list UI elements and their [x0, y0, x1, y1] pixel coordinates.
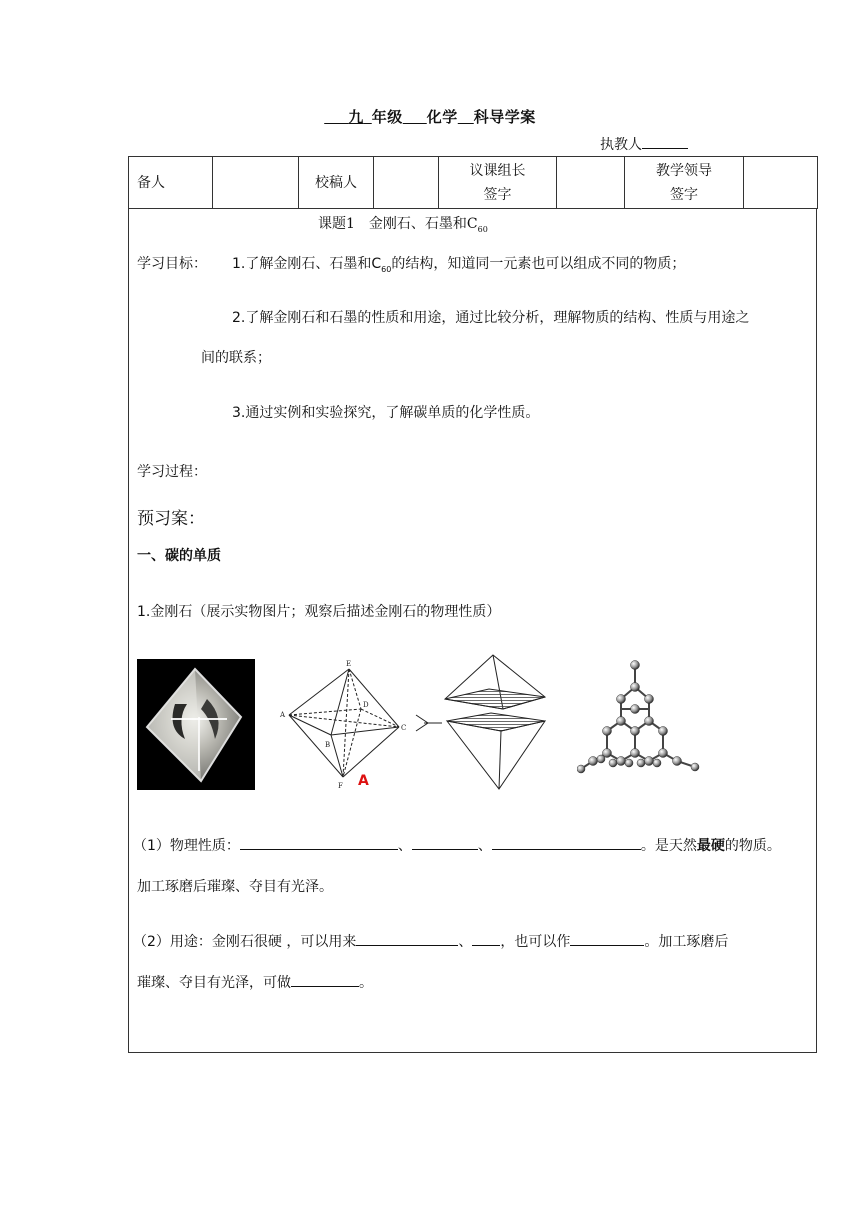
red-label-a: A	[358, 773, 369, 789]
label-e: E	[346, 660, 352, 668]
diamond-photo	[137, 659, 255, 790]
diamond-photo-icon	[137, 659, 255, 790]
label-c: C	[401, 724, 407, 732]
teacher-label: 执教人	[600, 137, 642, 153]
answer-blank-3[interactable]	[492, 835, 641, 850]
answer-blank-4[interactable]	[356, 931, 458, 946]
label-a: A	[280, 711, 286, 719]
prep-label: 备人	[129, 157, 213, 209]
leader-label: 教学领导 签字	[625, 157, 744, 209]
preview-label: 预习案：	[137, 509, 205, 529]
answer-blank-7[interactable]	[291, 972, 359, 987]
goal-1: 1.了解金刚石、石墨和$C_{60}$的结构，知道同一元素也可以组成不同的物质；	[232, 256, 686, 274]
label-d: D	[363, 701, 369, 709]
group-leader-label: 议课组长 签字	[439, 157, 557, 209]
leader-signature-cell[interactable]	[744, 157, 818, 209]
answer-blank-6[interactable]	[570, 931, 644, 946]
teacher-field	[600, 134, 688, 154]
question-1: （1）物理性质： 、 、 。是天然最硬的物质。	[133, 835, 781, 855]
process-label: 学习过程：	[137, 464, 207, 480]
goal-2-continued: 间的联系；	[201, 350, 271, 366]
octahedron-diagram	[279, 657, 419, 792]
prep-signature-cell[interactable]	[213, 157, 299, 209]
group-leader-signature-cell[interactable]	[557, 157, 625, 209]
question-2-continued: 璀璨、夺目有光泽，可做 。	[137, 972, 373, 992]
goals-label: 学习目标：	[137, 256, 207, 272]
signature-table	[128, 156, 818, 209]
label-f: F	[338, 782, 343, 790]
label-b: B	[325, 741, 331, 749]
arrow-icon	[414, 711, 444, 735]
review-label: 校稿人	[299, 157, 374, 209]
lesson-content	[128, 209, 817, 1053]
question-2: （2）用途：金刚石很硬 ，可以用来 、 ，也可以作 。加工琢磨后	[133, 931, 728, 951]
goal-2: 2.了解金刚石和石墨的性质和用途，通过比较分析，理解物质的结构、性质与用途之	[232, 310, 750, 326]
page-title: 九 年级 化学 科导学案	[348, 108, 536, 126]
answer-blank-2[interactable]	[412, 835, 478, 850]
answer-blank-1[interactable]	[240, 835, 398, 850]
answer-blank-5[interactable]	[472, 931, 500, 946]
lesson-topic: 课题1 金刚石、石墨和$C_{60}$	[318, 216, 488, 234]
teacher-blank[interactable]	[642, 136, 688, 149]
question-1-continued: 加工琢磨后璀璨、夺目有光泽。	[137, 879, 333, 895]
item-diamond: 1.金刚石（展示实物图片；观察后描述金刚石的物理性质）	[137, 604, 501, 620]
section-heading: 一、碳的单质	[137, 548, 221, 564]
split-octahedron-diagram	[441, 651, 551, 791]
goal-3: 3.通过实例和实验探究，了解碳单质的化学性质。	[232, 405, 540, 421]
review-signature-cell[interactable]	[374, 157, 439, 209]
diamond-lattice-model	[577, 655, 707, 775]
